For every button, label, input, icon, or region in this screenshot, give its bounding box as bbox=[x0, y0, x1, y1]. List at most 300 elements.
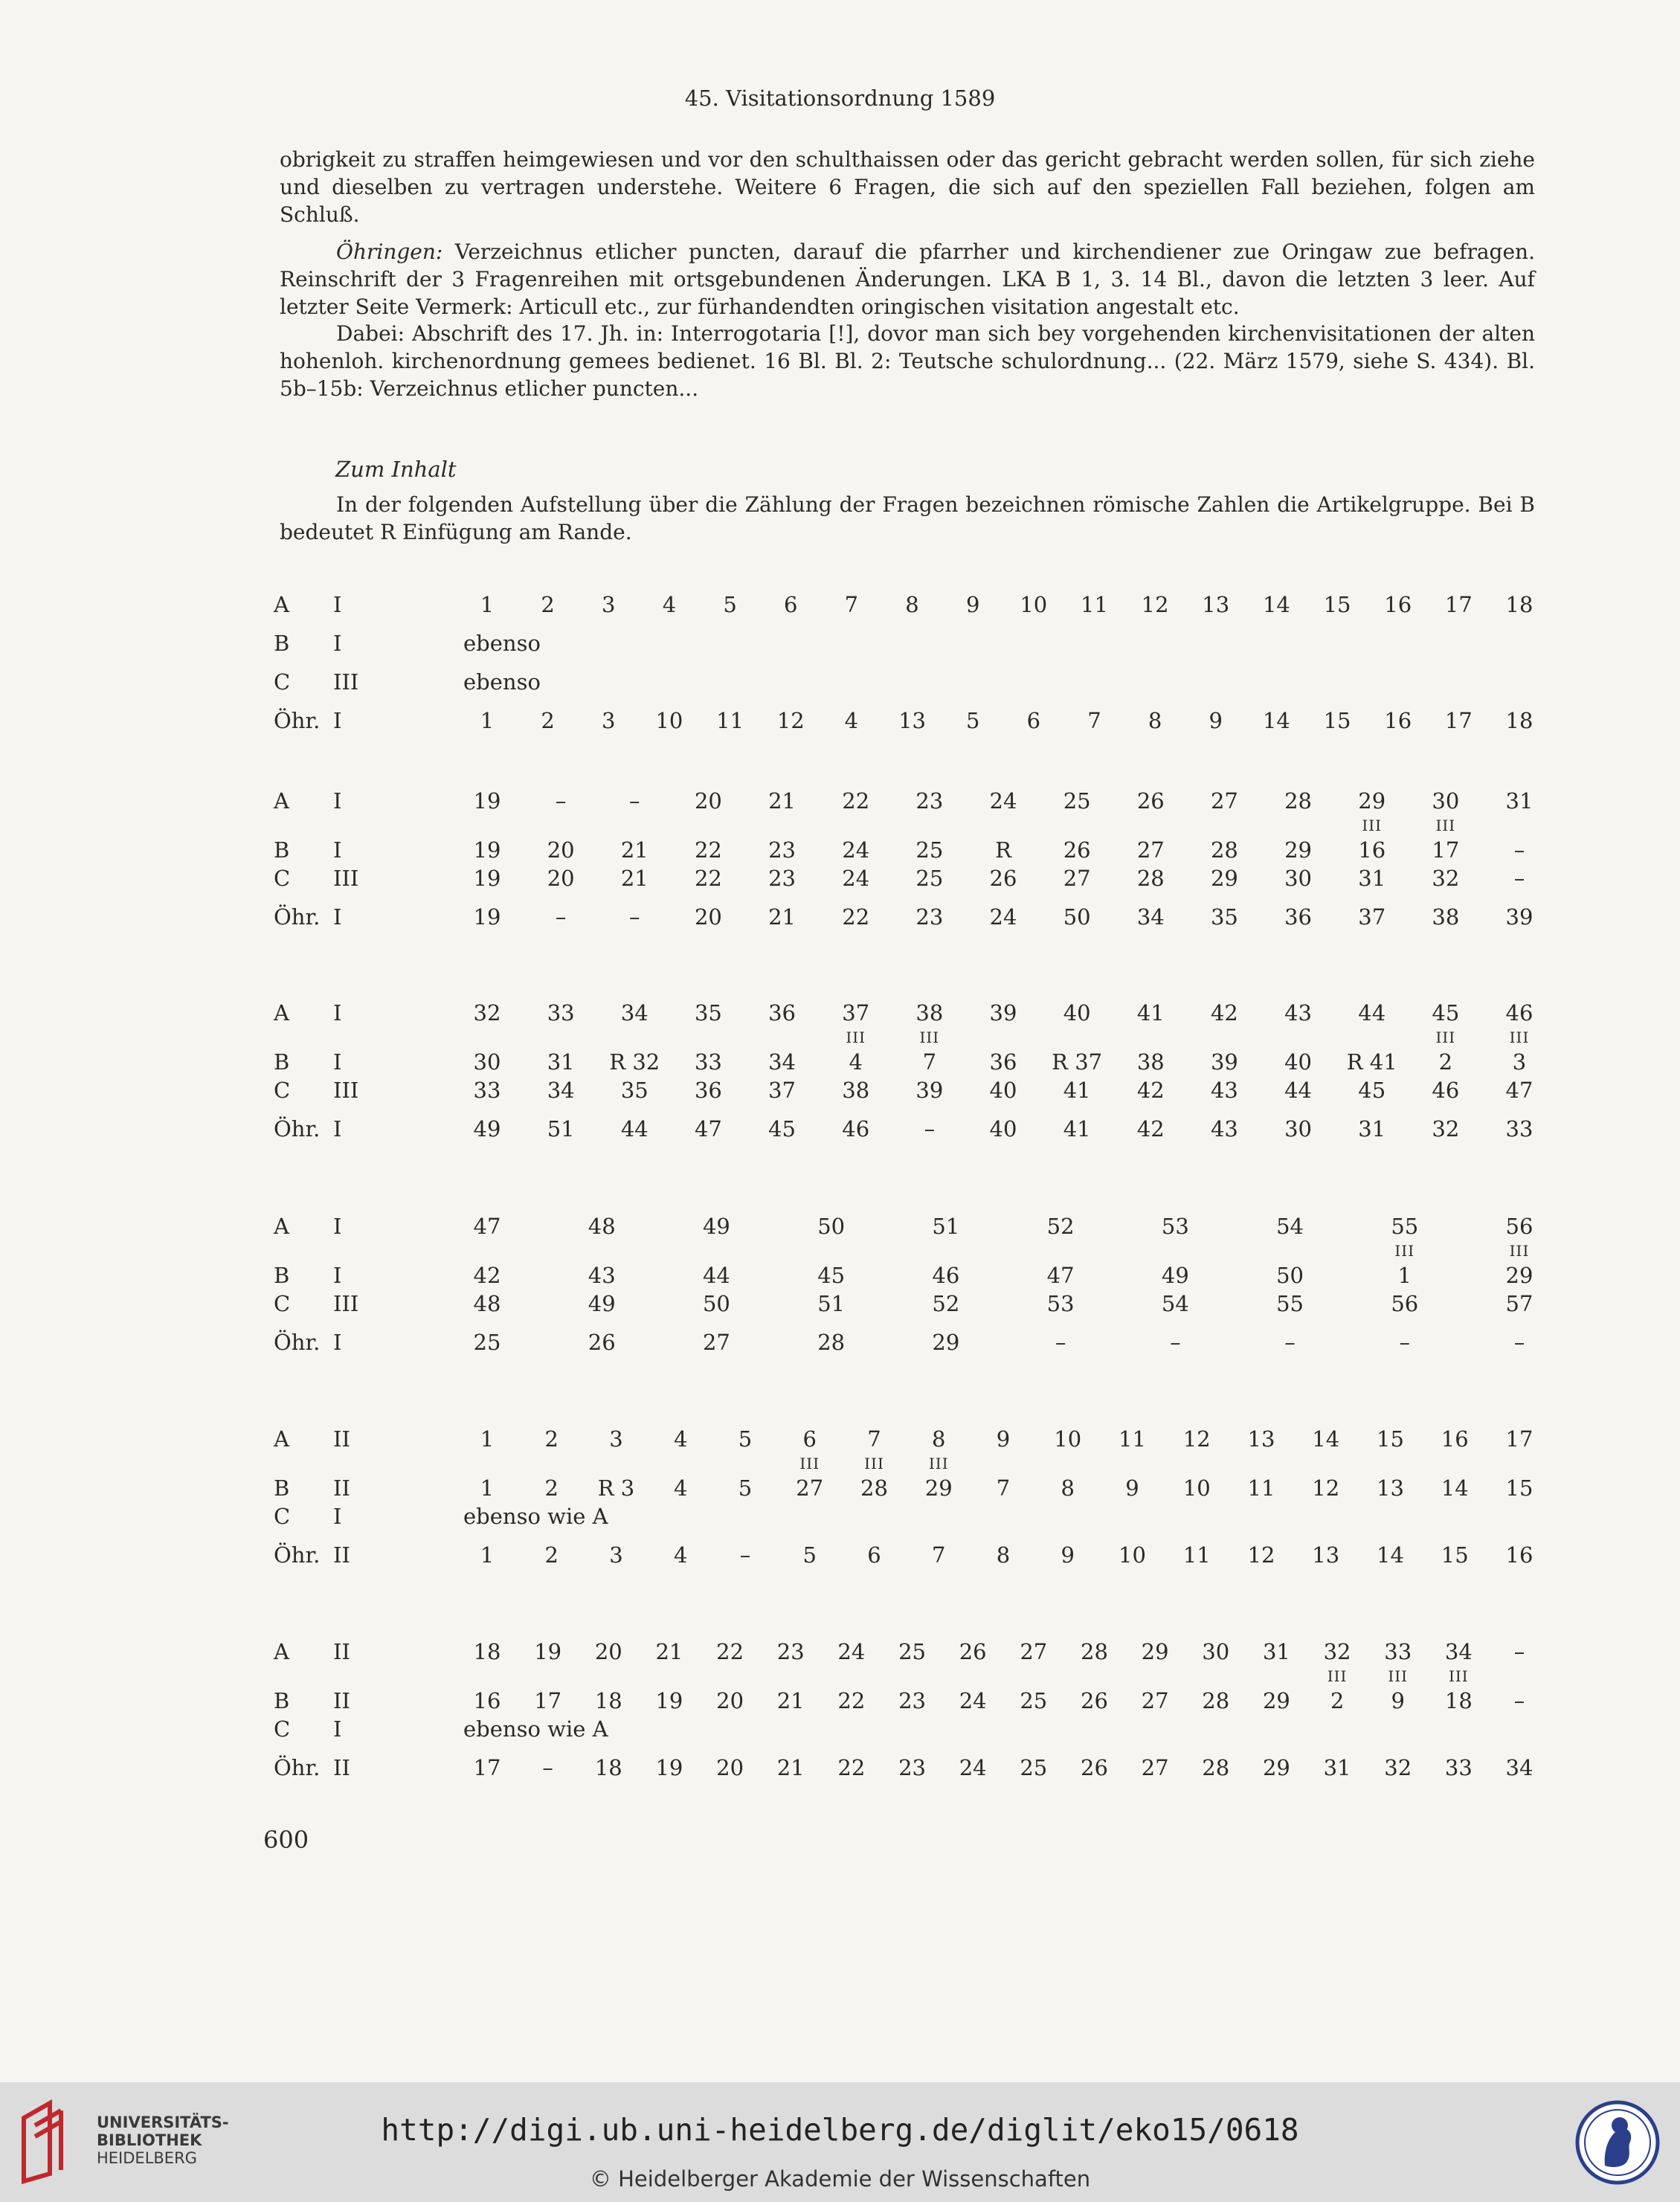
table-cell: 32 bbox=[1432, 1116, 1460, 1142]
row-label: B bbox=[274, 1688, 290, 1713]
table-cell: 15 bbox=[1377, 1426, 1404, 1452]
table-row bbox=[0, 1214, 1680, 1243]
table-cell: 6 bbox=[1026, 708, 1041, 733]
table-cell: 41 bbox=[1063, 1078, 1091, 1103]
table-row bbox=[0, 1291, 1680, 1321]
row-group: I bbox=[333, 1049, 342, 1075]
table-cell: 28 bbox=[1210, 837, 1238, 863]
table-cell: 17 bbox=[1505, 1426, 1533, 1452]
table-cell: 18 bbox=[594, 1688, 622, 1713]
table-cell: 18 bbox=[1505, 708, 1533, 733]
table-cell: 8 bbox=[905, 592, 919, 617]
table-cell: 31 bbox=[1262, 1639, 1290, 1664]
row-label: C bbox=[274, 1291, 291, 1316]
row-group: III bbox=[333, 669, 359, 695]
table-cell: 18 bbox=[1444, 1688, 1473, 1713]
table-cell: 39 bbox=[915, 1078, 944, 1103]
table-cell: 51 bbox=[547, 1116, 575, 1142]
table-cell: 3 bbox=[602, 592, 616, 617]
table-cell: 9 bbox=[965, 592, 980, 617]
table-cell: – bbox=[1513, 866, 1525, 891]
row-group: I bbox=[333, 1116, 342, 1142]
table-cell: 43 bbox=[1284, 1000, 1313, 1026]
table-cell: 28 bbox=[817, 1330, 846, 1355]
table-cell: 34 bbox=[1136, 904, 1165, 930]
table-cell: 7 bbox=[1087, 708, 1101, 733]
row-group: III bbox=[333, 1291, 359, 1316]
table-cell: 46 bbox=[1505, 1000, 1533, 1026]
table-row bbox=[0, 817, 1680, 867]
table-cell: 6 bbox=[802, 1426, 817, 1452]
table-cell: 33 bbox=[1384, 1639, 1412, 1664]
table-cell: 6 bbox=[867, 1542, 881, 1568]
table-cell: 12 bbox=[1182, 1426, 1211, 1452]
table-cell: 23 bbox=[898, 1688, 926, 1713]
table-cell: 2 bbox=[1330, 1688, 1345, 1713]
row-group: I bbox=[333, 1330, 342, 1355]
table-cell: 44 bbox=[1284, 1078, 1313, 1103]
table-cell: 56 bbox=[1505, 1214, 1533, 1239]
table-cell: 38 bbox=[1432, 904, 1460, 930]
superscript-group: III bbox=[1394, 1242, 1415, 1260]
table-cell: 17 bbox=[473, 1755, 501, 1780]
table-cell: 29 bbox=[924, 1475, 953, 1501]
table-cell: 9 bbox=[1208, 708, 1223, 733]
copyright-text: © Heidelberger Akademie der Wissenschaften bbox=[589, 2166, 1091, 2192]
row-label: B bbox=[274, 837, 290, 863]
table-cell: 22 bbox=[837, 1688, 866, 1713]
table-cell: 14 bbox=[1377, 1542, 1404, 1568]
table-cell: 24 bbox=[989, 904, 1017, 930]
row-group: I bbox=[333, 1504, 342, 1529]
paragraph-3: Dabei: Abschrift des 17. Jh. in: Interrogotaria [!], dovor man sich bey vorgehenden kirchenvisitationen der alten hohenloh. kirchenordnung gemees bedienet. 16 Bl. Bl. 2: Teutsche schulordnung... (22. März 1579, siehe S. 434). Bl. 5b–15b: Verzeichnus etlicher puncten... bbox=[280, 321, 1535, 401]
table-cell: 34 bbox=[1505, 1755, 1533, 1780]
permalink-url[interactable]: http://digi.ub.uni-heidelberg.de/diglit/eko15/0618 bbox=[381, 2112, 1299, 2148]
table-cell: 40 bbox=[1284, 1049, 1313, 1075]
table-row bbox=[0, 669, 1680, 699]
table-cell: 2 bbox=[544, 1542, 559, 1568]
table-cell: 23 bbox=[768, 837, 796, 863]
table-cell: 19 bbox=[473, 866, 501, 891]
row-label: Öhr. bbox=[274, 1542, 321, 1568]
row-group: I bbox=[333, 1263, 342, 1288]
table-cell: 24 bbox=[989, 788, 1017, 814]
table-cell: 16 bbox=[473, 1688, 501, 1713]
table-row bbox=[0, 1426, 1680, 1456]
row-label: Öhr. bbox=[274, 708, 321, 733]
table-cell: 56 bbox=[1391, 1291, 1419, 1316]
table-cell: – bbox=[1284, 1330, 1296, 1355]
institution-name: UNIVERSITÄTS- BIBLIOTHEK HEIDELBERG bbox=[97, 2114, 229, 2167]
table-cell: 23 bbox=[768, 866, 796, 891]
table-cell: 29 bbox=[1262, 1688, 1290, 1713]
table-cell: 33 bbox=[547, 1000, 575, 1026]
table-cell: 26 bbox=[1081, 1755, 1108, 1780]
table-cell: 44 bbox=[1358, 1000, 1386, 1026]
table-cell: – bbox=[1513, 837, 1525, 863]
table-cell: 19 bbox=[473, 837, 501, 863]
table-cell: 43 bbox=[588, 1263, 616, 1288]
running-head: 45. Visitationsordnung 1589 bbox=[684, 86, 996, 111]
table-cell: 20 bbox=[694, 904, 722, 930]
superscript-group: III bbox=[846, 1028, 866, 1046]
row-label: A bbox=[274, 1000, 289, 1026]
table-cell: 5 bbox=[723, 592, 737, 617]
table-cell: 10 bbox=[1020, 592, 1048, 617]
table-cell: 13 bbox=[1312, 1542, 1340, 1568]
table-cell: 4 bbox=[674, 1426, 688, 1452]
table-cell: 16 bbox=[1441, 1426, 1469, 1452]
table-row bbox=[0, 1330, 1680, 1359]
table-cell: 34 bbox=[1444, 1639, 1473, 1664]
row-group: II bbox=[333, 1426, 350, 1452]
table-cell: 54 bbox=[1161, 1291, 1189, 1316]
row-label: A bbox=[274, 1214, 289, 1239]
row-label: B bbox=[274, 631, 290, 656]
table-row bbox=[0, 1755, 1680, 1785]
table-cell: 25 bbox=[1020, 1755, 1048, 1780]
table-cell: 8 bbox=[1061, 1475, 1075, 1501]
row-label: Öhr. bbox=[274, 1116, 321, 1142]
paragraph-4: In der folgenden Aufstellung über die Zählung der Fragen bezeichnen römische Zahlen die Artikelgruppe. Bei B bedeutet R Einfügung am Rande. bbox=[280, 492, 1535, 544]
table-cell: 21 bbox=[655, 1639, 683, 1664]
page-number: 600 bbox=[263, 1826, 309, 1854]
table-cell: 36 bbox=[1284, 904, 1313, 930]
table-cell: 18 bbox=[473, 1639, 501, 1664]
table-cell: 12 bbox=[1141, 592, 1169, 617]
table-cell: 10 bbox=[1182, 1475, 1211, 1501]
table-row bbox=[0, 1078, 1680, 1107]
superscript-group: III bbox=[1327, 1667, 1348, 1685]
table-cell: 7 bbox=[867, 1426, 881, 1452]
row-label: A bbox=[274, 1639, 289, 1664]
table-cell: 28 bbox=[1202, 1755, 1230, 1780]
table-cell: 19 bbox=[655, 1755, 683, 1780]
superscript-group: III bbox=[1435, 817, 1456, 834]
table-cell: 41 bbox=[1136, 1000, 1165, 1026]
table-cell: 30 bbox=[473, 1049, 501, 1075]
table-row bbox=[0, 1667, 1680, 1718]
table-cell: R bbox=[995, 837, 1011, 863]
row-group: II bbox=[333, 1755, 350, 1780]
table-cell: 29 bbox=[1505, 1263, 1533, 1288]
table-cell: 7 bbox=[922, 1049, 937, 1075]
table-cell: 14 bbox=[1262, 708, 1290, 733]
table-cell: 39 bbox=[1210, 1049, 1238, 1075]
table-cell: 3 bbox=[1512, 1049, 1527, 1075]
table-cell: 1 bbox=[480, 1475, 495, 1501]
table-cell: 27 bbox=[1020, 1639, 1048, 1664]
table-cell: 36 bbox=[694, 1078, 722, 1103]
table-cell: 17 bbox=[1432, 837, 1460, 863]
table-cell: 46 bbox=[1432, 1078, 1460, 1103]
superscript-group: III bbox=[928, 1455, 949, 1472]
table-cell: 52 bbox=[932, 1291, 960, 1316]
table-cell: – bbox=[555, 904, 567, 930]
table-cell: – bbox=[1055, 1330, 1066, 1355]
section-title: Zum Inhalt bbox=[335, 457, 457, 482]
table-cell: 25 bbox=[473, 1330, 501, 1355]
table-cell: R 3 bbox=[597, 1475, 635, 1501]
table-cell: – bbox=[1399, 1330, 1411, 1355]
table-cell: 11 bbox=[716, 708, 744, 733]
table-cell: 19 bbox=[473, 788, 501, 814]
superscript-group: III bbox=[1388, 1667, 1409, 1685]
table-cell: 10 bbox=[655, 708, 683, 733]
table-cell: 7 bbox=[932, 1542, 946, 1568]
table-cell: 25 bbox=[1020, 1688, 1048, 1713]
row-group: II bbox=[333, 1639, 350, 1664]
table-cell: 32 bbox=[1323, 1639, 1351, 1664]
table-row bbox=[0, 1116, 1680, 1146]
table-row bbox=[0, 904, 1680, 934]
table-cell: 27 bbox=[1063, 866, 1091, 891]
table-row bbox=[0, 1504, 1680, 1533]
table-cell: 30 bbox=[1432, 788, 1460, 814]
table-cell: 31 bbox=[547, 1049, 575, 1075]
row-group: II bbox=[333, 1688, 350, 1713]
table-cell: 39 bbox=[1505, 904, 1533, 930]
table-cell: 29 bbox=[1141, 1639, 1169, 1664]
table-cell: R 32 bbox=[609, 1049, 660, 1075]
table-cell: 20 bbox=[547, 866, 575, 891]
superscript-group: III bbox=[864, 1455, 884, 1472]
table-cell: – bbox=[1170, 1330, 1181, 1355]
table-cell: 50 bbox=[817, 1214, 846, 1239]
row-group: I bbox=[333, 631, 342, 656]
superscript-group: III bbox=[1362, 817, 1383, 834]
table-cell: 42 bbox=[1136, 1116, 1165, 1142]
table-cell: 14 bbox=[1262, 592, 1290, 617]
table-cell: – bbox=[739, 1542, 751, 1568]
table-cell: 12 bbox=[1247, 1542, 1275, 1568]
table-cell: 21 bbox=[776, 1755, 805, 1780]
table-cell: 49 bbox=[473, 1116, 501, 1142]
row-label: C bbox=[274, 669, 291, 695]
footer-bar bbox=[0, 2082, 1680, 2202]
table-cell: 21 bbox=[620, 837, 648, 863]
table-cell: 2 bbox=[544, 1426, 559, 1452]
table-row bbox=[0, 1028, 1680, 1079]
table-cell: 47 bbox=[694, 1116, 722, 1142]
table-cell: 3 bbox=[602, 708, 616, 733]
table-cell: 42 bbox=[1210, 1000, 1238, 1026]
table-cell: 27 bbox=[1141, 1688, 1169, 1713]
table-cell: 8 bbox=[996, 1542, 1011, 1568]
table-cell: 31 bbox=[1505, 788, 1533, 814]
table-cell: 55 bbox=[1276, 1291, 1304, 1316]
table-cell: 19 bbox=[534, 1639, 562, 1664]
table-row bbox=[0, 788, 1680, 818]
table-cell: 25 bbox=[1063, 788, 1091, 814]
table-cell: 11 bbox=[1247, 1475, 1275, 1501]
table-row bbox=[0, 592, 1680, 622]
table-cell: 50 bbox=[702, 1291, 730, 1316]
table-cell: 18 bbox=[594, 1755, 622, 1780]
paragraph-1: obrigkeit zu straffen heimgewiesen und vor den schulthaissen oder das gericht gebracht werden sollen, für sich ziehe und dieselben zu vertragen understehe. Weitere 6 Fragen, die sich auf den speziellen Fall beziehen, folgen am Schluß. bbox=[280, 147, 1535, 227]
table-cell: 38 bbox=[1136, 1049, 1165, 1075]
row-group: I bbox=[333, 1716, 342, 1742]
table-cell: 28 bbox=[1081, 1639, 1108, 1664]
table-cell: 24 bbox=[842, 837, 870, 863]
table-cell: 53 bbox=[1161, 1214, 1189, 1239]
table-cell: 23 bbox=[915, 904, 944, 930]
table-cell: 15 bbox=[1323, 592, 1351, 617]
table-cell: 26 bbox=[1136, 788, 1165, 814]
table-cell: 40 bbox=[1063, 1000, 1091, 1026]
table-cell: – bbox=[1513, 1688, 1525, 1713]
table-cell: 45 bbox=[817, 1263, 846, 1288]
table-cell: 42 bbox=[473, 1263, 501, 1288]
table-cell: 9 bbox=[1391, 1688, 1405, 1713]
table-cell: 28 bbox=[860, 1475, 888, 1501]
table-cell: 34 bbox=[768, 1049, 796, 1075]
row-group: I bbox=[333, 708, 342, 733]
table-cell: 1 bbox=[480, 708, 495, 733]
table-cell: 27 bbox=[796, 1475, 824, 1501]
table-cell: 6 bbox=[784, 592, 798, 617]
table-row bbox=[0, 708, 1680, 738]
row-label: C bbox=[274, 1716, 291, 1742]
table-cell: 22 bbox=[716, 1639, 744, 1664]
table-cell: – bbox=[542, 1755, 553, 1780]
table-cell: 17 bbox=[1444, 592, 1473, 617]
table-cell: 25 bbox=[915, 837, 944, 863]
table-cell: 27 bbox=[702, 1330, 730, 1355]
table-cell: 1 bbox=[480, 1542, 495, 1568]
table-cell: 34 bbox=[620, 1000, 648, 1026]
table-cell: 44 bbox=[620, 1116, 648, 1142]
table-cell: 33 bbox=[694, 1049, 722, 1075]
superscript-group: III bbox=[1435, 1028, 1456, 1046]
table-cell: 32 bbox=[1384, 1755, 1412, 1780]
table-cell: 53 bbox=[1046, 1291, 1075, 1316]
table-cell: 22 bbox=[694, 866, 722, 891]
row-label: B bbox=[274, 1049, 290, 1075]
table-cell: 11 bbox=[1119, 1426, 1146, 1452]
table-cell: 1 bbox=[1397, 1263, 1412, 1288]
table-cell: 40 bbox=[989, 1116, 1017, 1142]
row-label: A bbox=[274, 788, 289, 814]
table-cell: 29 bbox=[1284, 837, 1313, 863]
table-row bbox=[0, 1716, 1680, 1746]
table-cell: R 41 bbox=[1346, 1049, 1397, 1075]
table-cell: 36 bbox=[768, 1000, 796, 1026]
table-cell: 16 bbox=[1384, 592, 1412, 617]
table-cell: 22 bbox=[842, 904, 870, 930]
table-cell: 22 bbox=[694, 837, 722, 863]
table-cell: 26 bbox=[959, 1639, 987, 1664]
paragraph-2-label: Öhringen: bbox=[336, 239, 443, 264]
table-cell: 8 bbox=[932, 1426, 946, 1452]
row-group: III bbox=[333, 866, 359, 891]
table-cell: 37 bbox=[768, 1078, 796, 1103]
table-cell: 26 bbox=[989, 866, 1017, 891]
table-cell: 28 bbox=[1284, 788, 1313, 814]
table-cell: 37 bbox=[1358, 904, 1386, 930]
academy-seal-icon bbox=[1575, 2099, 1661, 2186]
superscript-group: III bbox=[799, 1455, 820, 1472]
table-cell: 19 bbox=[655, 1688, 683, 1713]
table-cell: 22 bbox=[837, 1755, 866, 1780]
table-cell: 43 bbox=[1210, 1116, 1238, 1142]
table-cell: 52 bbox=[1046, 1214, 1075, 1239]
table-cell: 48 bbox=[473, 1291, 501, 1316]
superscript-group: III bbox=[919, 1028, 940, 1046]
table-cell: 16 bbox=[1358, 837, 1386, 863]
table-cell: 48 bbox=[588, 1214, 616, 1239]
table-cell: 37 bbox=[842, 1000, 870, 1026]
table-cell: 24 bbox=[837, 1639, 866, 1664]
row-label: C bbox=[274, 866, 291, 891]
table-cell: 49 bbox=[1161, 1263, 1189, 1288]
table-cell: – bbox=[555, 788, 567, 814]
row-group: II bbox=[333, 1475, 350, 1501]
table-cell: 1 bbox=[480, 1426, 495, 1452]
table-cell: 2 bbox=[541, 708, 555, 733]
row-label: C bbox=[274, 1504, 291, 1529]
table-cell: 55 bbox=[1391, 1214, 1419, 1239]
table-row bbox=[0, 1542, 1680, 1572]
row-group: I bbox=[333, 1214, 342, 1239]
table-cell: – bbox=[1513, 1639, 1525, 1664]
table-cell: 35 bbox=[1210, 904, 1238, 930]
table-cell: 24 bbox=[842, 866, 870, 891]
row-label: C bbox=[274, 1078, 291, 1103]
table-cell: 32 bbox=[1432, 866, 1460, 891]
table-cell: 23 bbox=[915, 788, 944, 814]
table-cell: 35 bbox=[694, 1000, 722, 1026]
table-cell: 33 bbox=[1444, 1755, 1473, 1780]
table-cell: 21 bbox=[620, 866, 648, 891]
table-row bbox=[0, 631, 1680, 660]
table-cell: 8 bbox=[1148, 708, 1162, 733]
table-cell: 36 bbox=[989, 1049, 1017, 1075]
table-cell: 20 bbox=[547, 837, 575, 863]
paragraph-2: Öhringen: Verzeichnus etlicher puncten, darauf die pfarrher und kirchendiener zue Oringaw zue befragen. Reinschrift der 3 Fragenreihen mit ortsgebundenen Änderungen. LKA B 1, 3. 14 Bl., davon die letzten 3 leer. Auf letzter Seite Vermerk: Articull etc., zur fürhandendten oringischen visitation angestalt etc. bbox=[280, 239, 1535, 319]
table-cell: 4 bbox=[674, 1542, 688, 1568]
table-cell: 3 bbox=[609, 1426, 623, 1452]
table-cell: 33 bbox=[473, 1078, 501, 1103]
table-cell: 47 bbox=[1046, 1263, 1075, 1288]
table-cell: – bbox=[924, 1116, 936, 1142]
table-cell: 50 bbox=[1063, 904, 1091, 930]
table-cell: 12 bbox=[1312, 1475, 1340, 1501]
table-cell: 20 bbox=[594, 1639, 622, 1664]
superscript-group: III bbox=[1448, 1667, 1469, 1685]
table-cell: 17 bbox=[534, 1688, 562, 1713]
table-cell: 20 bbox=[716, 1688, 744, 1713]
table-cell: 11 bbox=[1081, 592, 1108, 617]
table-cell: 40 bbox=[989, 1078, 1017, 1103]
table-row bbox=[0, 1455, 1680, 1505]
table-cell: 28 bbox=[1136, 866, 1165, 891]
table-cell: 23 bbox=[898, 1755, 926, 1780]
table-cell: 10 bbox=[1054, 1426, 1082, 1452]
row-group: I bbox=[333, 592, 342, 617]
table-cell: 54 bbox=[1276, 1214, 1304, 1239]
row-label: A bbox=[274, 592, 289, 617]
table-cell: 14 bbox=[1441, 1475, 1469, 1501]
table-row bbox=[0, 866, 1680, 895]
table-cell: 4 bbox=[662, 592, 677, 617]
table-cell: 29 bbox=[932, 1330, 960, 1355]
table-cell: 31 bbox=[1358, 1116, 1386, 1142]
table-cell: 24 bbox=[959, 1755, 987, 1780]
table-cell: 41 bbox=[1063, 1116, 1091, 1142]
table-cell: 2 bbox=[544, 1475, 559, 1501]
row-label: Öhr. bbox=[274, 1755, 321, 1780]
